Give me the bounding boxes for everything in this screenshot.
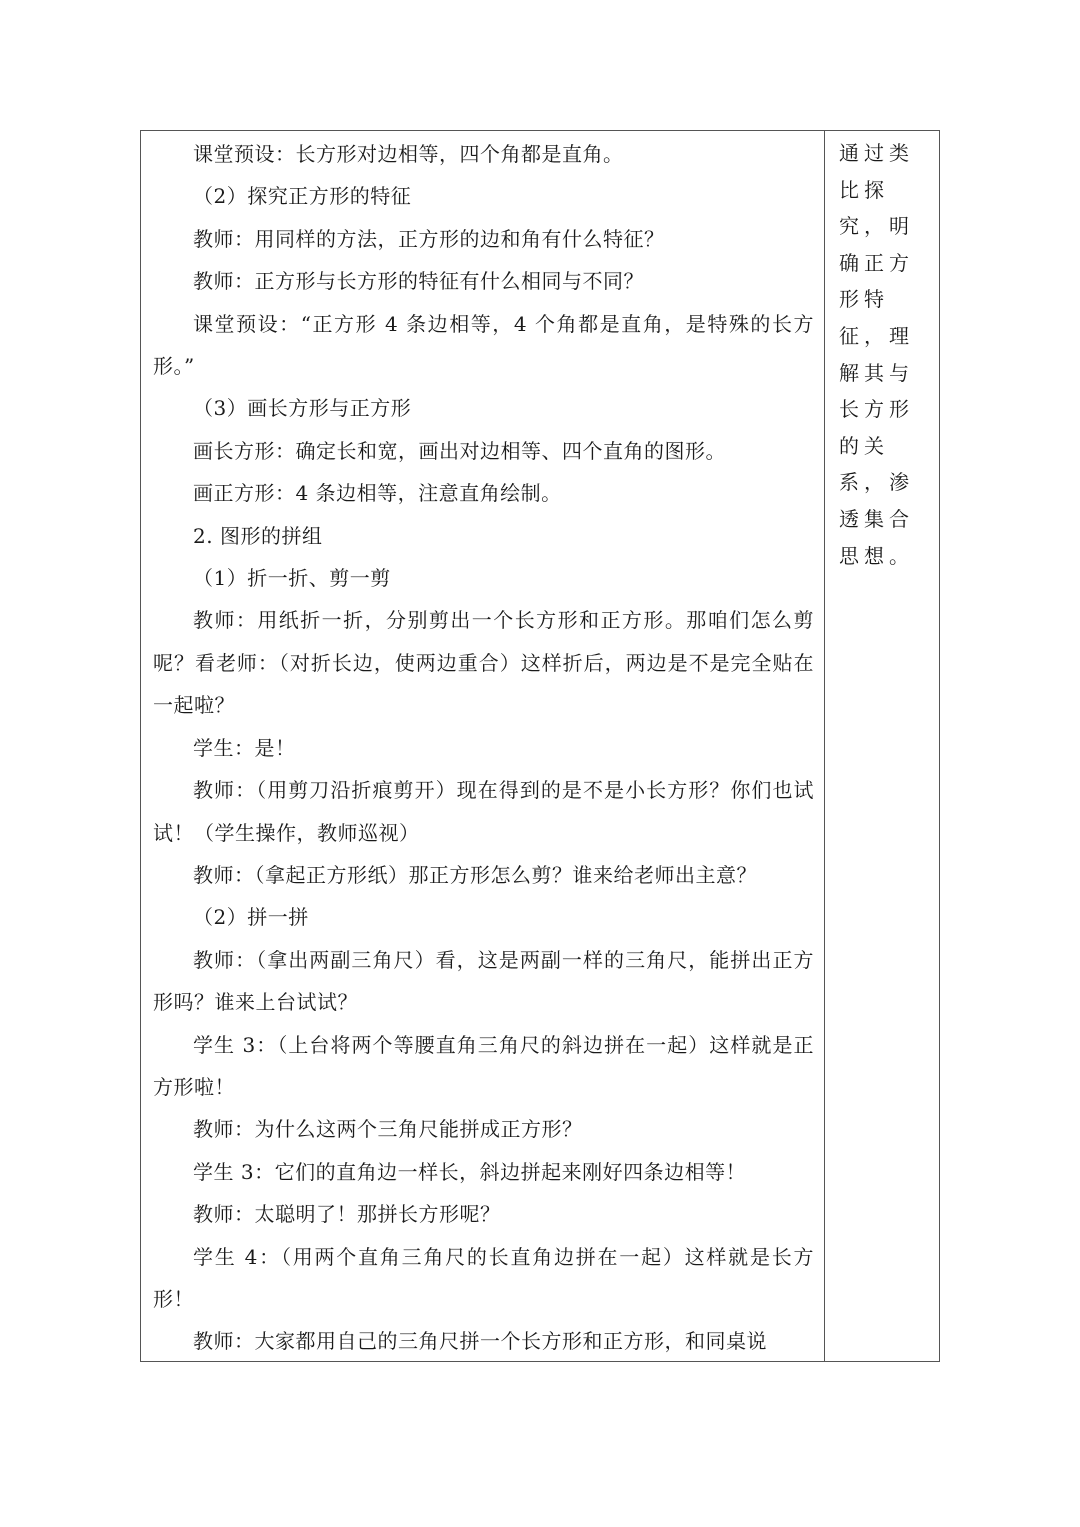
paragraph: 画正方形：4 条边相等，注意直角绘制。 [193, 481, 562, 506]
section-heading: 2. 图形的拼组 [193, 523, 323, 548]
paragraph: 教师：（用剪刀沿折痕剪开）现在得到的是不是小长方形？你们也试试！（学生操作，教师巡视） [153, 778, 814, 845]
paragraph: 课堂预设：“正方形 4 条边相等，4 个角都是直角，是特殊的长方形。” [153, 311, 814, 379]
paragraph: 教师：用纸折一折，分别剪出一个长方形和正方形。那咱们怎么剪呢？看老师：（对折长边，使两边重合）这样折后，两边是不是完全贴在一起啦？ [153, 608, 814, 718]
paragraph: 学生 3：（上台将两个等腰直角三角尺的斜边拼在一起）这样就是正方形啦！ [153, 1032, 814, 1099]
paragraph: 教师：太聪明了！那拼长方形呢？ [193, 1202, 501, 1227]
paragraph: 学生：是！ [193, 735, 296, 760]
paragraph: 学生 4：（用两个直角三角尺的长直角边拼在一起）这样就是长方形！ [153, 1244, 814, 1311]
paragraph: 教师：（拿出两副三角尺）看，这是两副一样的三角尺，能拼出正方形吗？谁来上台试试？ [153, 947, 814, 1015]
paragraph: 课堂预设：长方形对边相等，四个角都是直角。 [193, 142, 624, 166]
paragraph: 学生 3：它们的直角边一样长，斜边拼起来刚好四条边相等！ [193, 1159, 747, 1184]
section-heading: （1）折一折、剪一剪 [193, 566, 391, 591]
paragraph: 教师：正方形与长方形的特征有什么相同与不同？ [193, 269, 644, 294]
paragraph: 教师：大家都用自己的三角尺拼一个长方形和正方形，和同桌说 [193, 1329, 767, 1354]
paragraph: 教师：为什么这两个三角尺能拼成正方形？ [193, 1117, 583, 1142]
paragraph: 画长方形：确定长和宽，画出对边相等、四个直角的图形。 [193, 438, 726, 463]
section-heading: （2）探究正方形的特征 [193, 184, 412, 209]
design-intent-note: 通过类比探究，明确正方形特征，理解其与长方形的关系，渗透集合思想。 [839, 141, 914, 568]
design-intent-cell [825, 131, 939, 1361]
teaching-process-cell [141, 131, 825, 1361]
lesson-table [140, 130, 940, 1362]
paragraph: 教师：用同样的方法，正方形的边和角有什么特征？ [193, 226, 665, 251]
section-heading: （2）拼一拼 [193, 905, 309, 930]
paragraph: 教师：（拿起正方形纸）那正方形怎么剪？谁来给老师出主意？ [193, 862, 757, 887]
section-heading: （3）画长方形与正方形 [193, 396, 412, 421]
